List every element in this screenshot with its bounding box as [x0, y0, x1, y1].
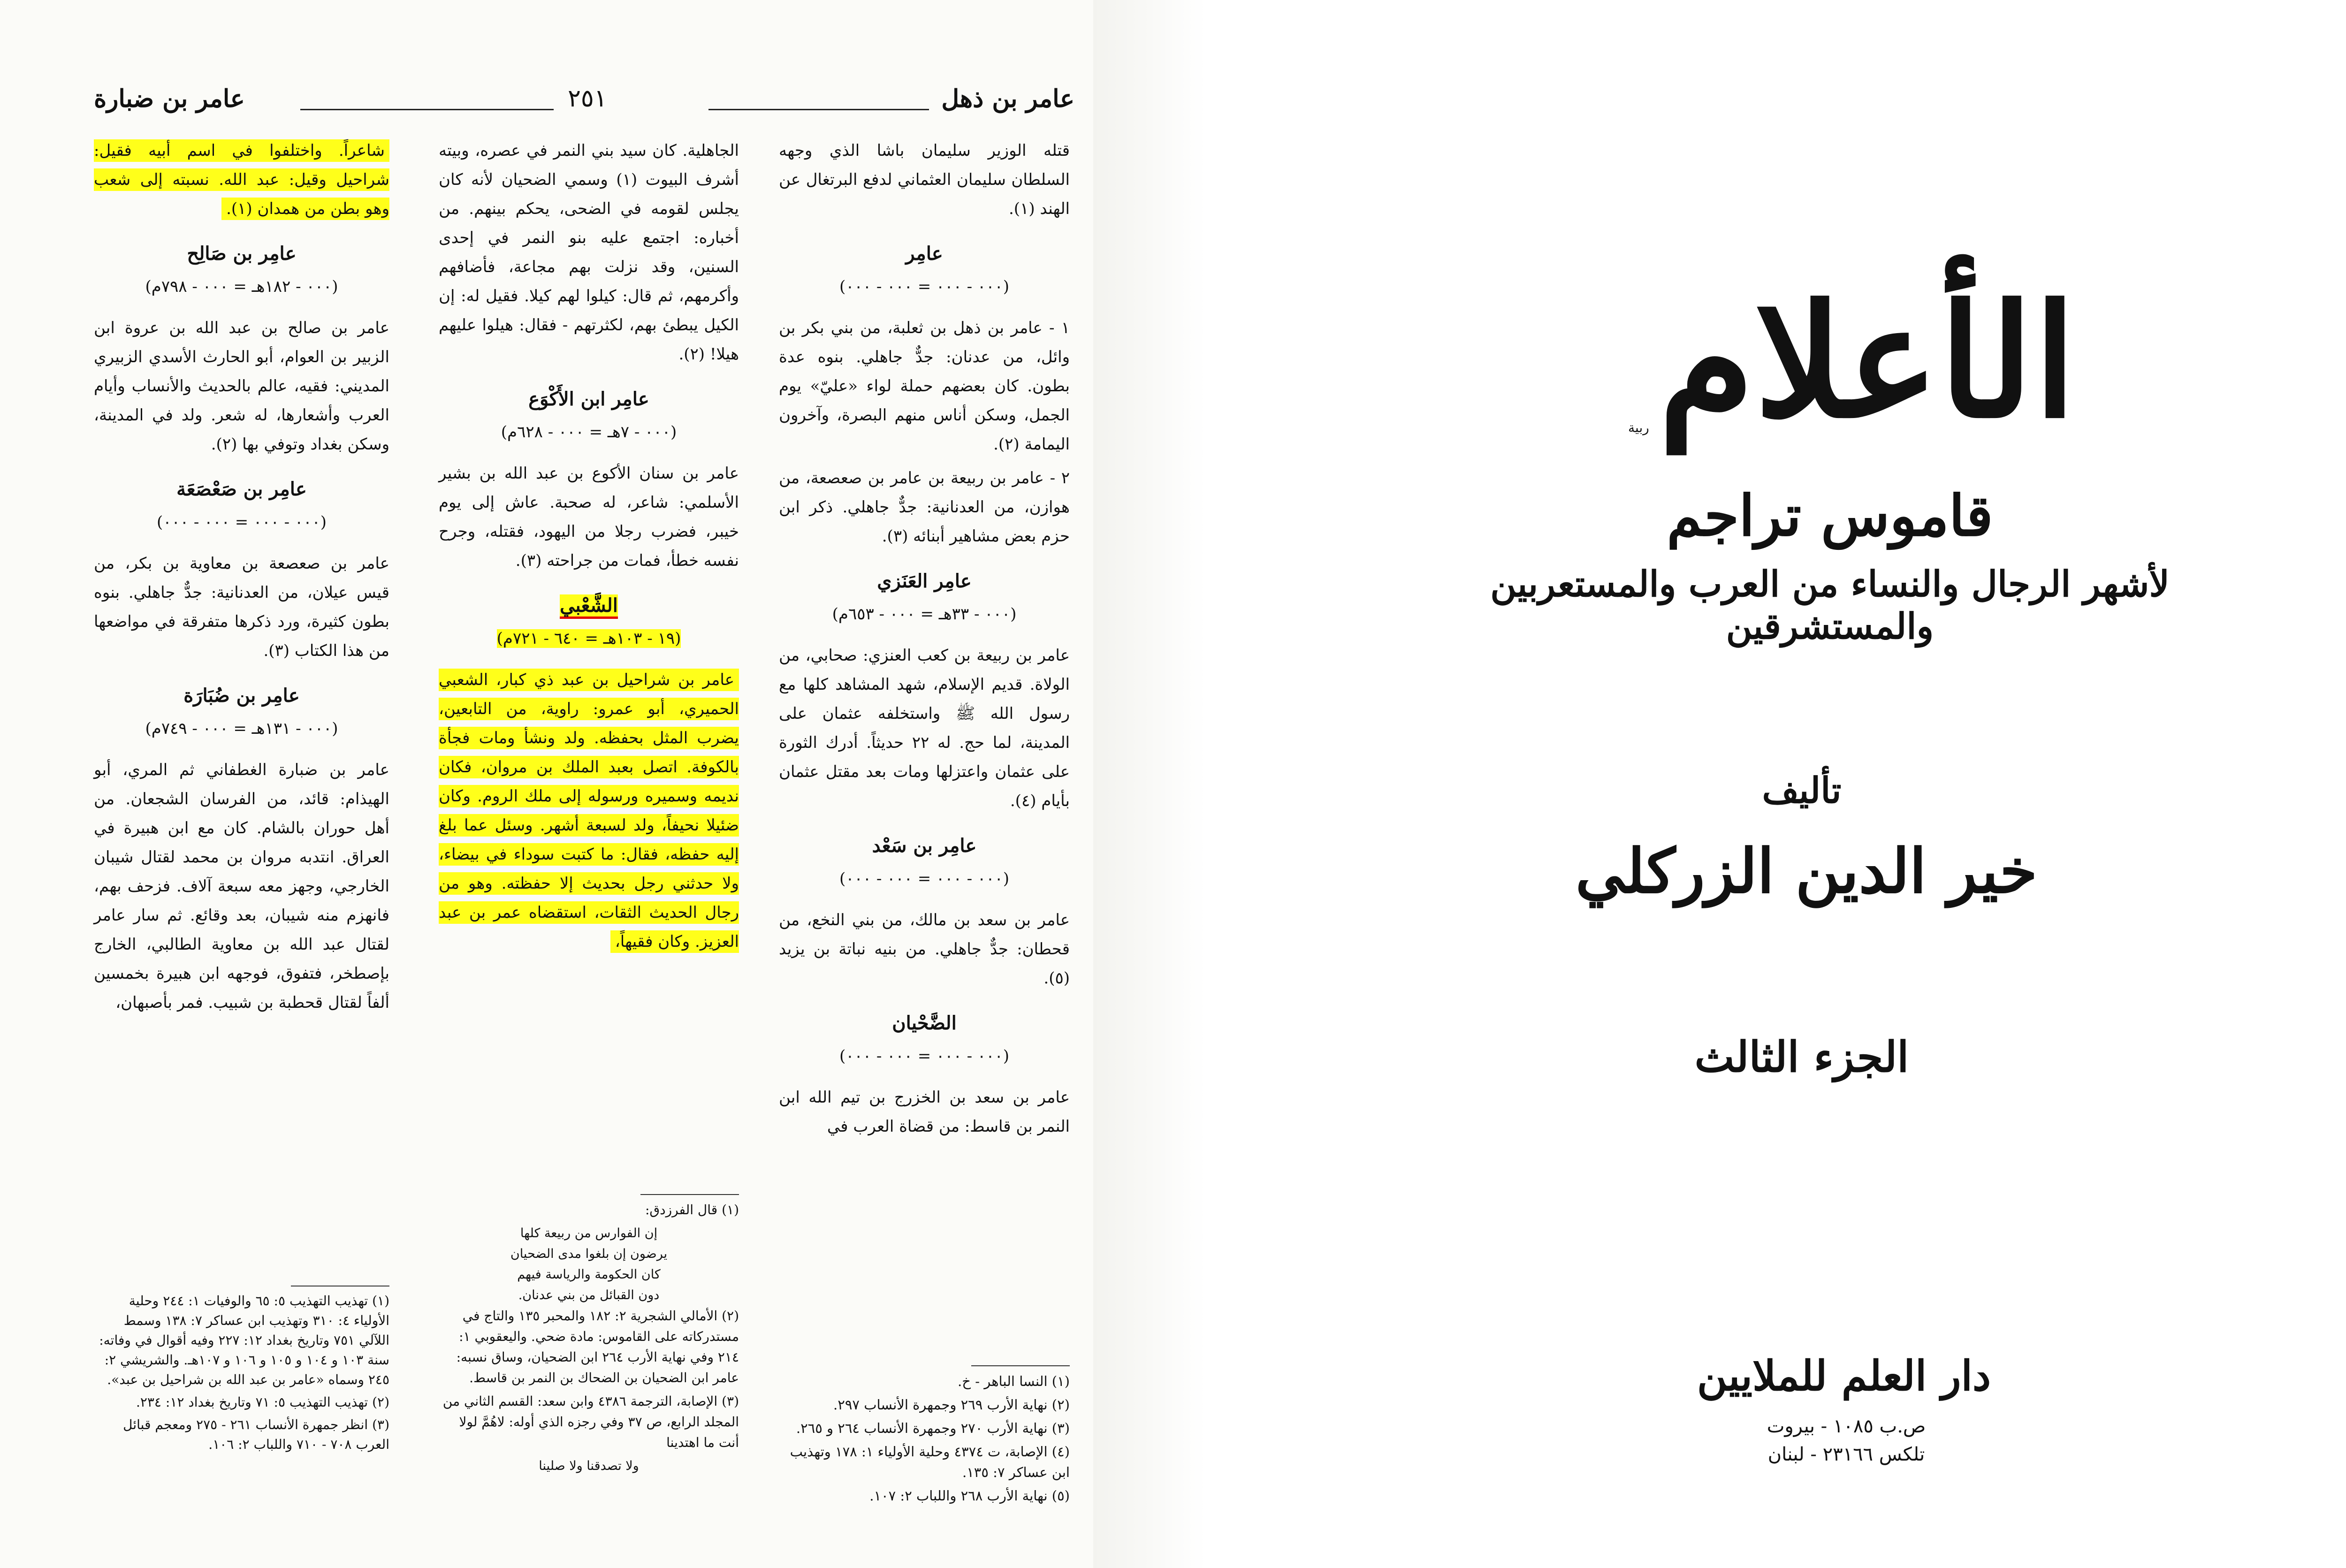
- highlighted-name: الشَّعْبي: [560, 594, 618, 619]
- entry-text: عامر بن سعد بن مالك، من بني النخع، من قحطان: جدٌّ جاهلي. من بنيه نباتة بن يزيد (٥).: [779, 911, 1070, 988]
- entry-title: عامِر: [906, 243, 943, 265]
- column-left: [94, 136, 389, 1022]
- publisher-address: [1699, 1412, 1994, 1469]
- footnotes-left: [94, 1276, 389, 1457]
- footnote: (١) قال الفرزدق:: [645, 1202, 739, 1218]
- highlighted-text: شاعراً. واختلفوا في اسم أبيه فقيل: شراحيل وقيل: عبد الله. نسبته إلى شعب وهو بطن من همدان (١).: [94, 139, 389, 220]
- header-rule-right: [708, 109, 929, 110]
- poem-line: ولا تصدقنا ولا صلينا: [539, 1459, 639, 1473]
- entry-dates: (٠٠٠ - ١٣١هـ = ٠٠٠ - ٧٤٩م): [145, 719, 338, 738]
- footnote: (٣) انظر جمهرة الأنساب ٢٦١ - ٢٧٥ ومعجم قبائل العرب ٧٠٨ - ٧١٠ واللباب ٢: ١٠٦.: [123, 1417, 389, 1452]
- entry-text: عامر بن سعد بن الخزرج بن تيم الله ابن النمر بن قاسط: من قضاة العرب في: [779, 1088, 1070, 1136]
- entry-text: عامر بن سنان الأكوع بن عبد الله بن بشير الأسلمي: شاعر، له صحبة. عاش إلى يوم خيبر، فضرب رجلا من اليهود، فقتله، وجرح نفسه خطأ، فمات من جراحته (٣).: [439, 464, 739, 570]
- entry-text: عامر بن ضبارة الغطفاني ثم المري، أبو الهيذام: قائد، من الفرسان الشجعان. من أهل حوران بالشام. كان مع ابن هبيرة في العراق. انتدبه مروان بن محمد لقتال شيبان الخارجي، وجهز معه سبعة آلاف. فزحف بهم، فانهزم منه شيبان، بعد وقائع. ثم سار عامر لقتال عبد الله بن معاوية الطالبي، الخارج بإصطخر، فتفوق، فوجهه ابن هبيرة بخمسين ألفاً لقتال قحطبة بن شبيب. فمر بأصبهان،: [94, 761, 389, 1012]
- entry-title: عامِر بن ضُبَارَة: [183, 685, 300, 707]
- entry-text: ١ - عامر بن ذهل بن ثعلبة، من بني بكر بن وائل، من عدنان: جدٌّ جاهلي. بنوه عدة بطون. كان بعضهم حملة لواء «عليّ» يوم الجمل، وسكن أناس منهم البصرة، وآخرون اليمامة (٢).: [779, 319, 1070, 454]
- highlighted-dates: (١٩ - ١٠٣هـ = ٦٤٠ - ٧٢١م): [496, 629, 681, 648]
- entry-title: عامِر بن صَالِح: [187, 243, 297, 265]
- footnote: (٥) نهاية الأرب ٢٦٨ واللباب ٢: ١٠٧.: [869, 1488, 1070, 1504]
- entry-title-highlighted: [439, 591, 739, 620]
- footnote: (٣) نهاية الأرب ٢٧٠ وجمهرة الأنساب ٢٦٤ و ٢٦٥.: [796, 1420, 1070, 1436]
- column-right: [779, 136, 1070, 1146]
- book-spine-gutter: [1093, 0, 1206, 1568]
- entry-title: الضَّحْيان: [892, 1012, 957, 1034]
- footnote-rule: [640, 1194, 739, 1195]
- entry-text: عامر بن صعصعة بن معاوية بن بكر، من قيس عيلان، من العدنانية: جدٌّ جاهلي. بنوه بطون كثيرة، ورد ذكرها متفرقة في مواضعها من هذا الكتاب (٣).: [94, 554, 389, 660]
- address-line: ص.ب ١٠٨٥ - بيروت: [1767, 1416, 1926, 1437]
- address-line: تلكس ٢٣١٦٦ - لبنان: [1767, 1444, 1925, 1465]
- entry-dates: (٠٠٠ - ٠٠٠ = ٠٠٠ - ٠٠٠): [156, 513, 327, 532]
- entry-dates: (٠٠٠ - ٠٠٠ = ٠٠٠ - ٠٠٠): [839, 869, 1010, 888]
- entry-dates: (٠٠٠ - ٣٣هـ = ٠٠٠ - ٦٥٣م): [832, 605, 1017, 624]
- book-subtitle: قاموس تراجم: [1667, 483, 1993, 549]
- column-middle: [439, 136, 739, 961]
- page-number: ٢٥١: [568, 84, 607, 113]
- intro-paragraph-highlighted: [94, 136, 389, 223]
- entry-text: ٢ - عامر بن ربيعة بن عامر بن صعصعة، من هوازن، من العدنانية: جدٌّ جاهلي. ذكر ابن حزم بعض مشاهير أبنائه (٣).: [779, 469, 1070, 546]
- footnotes-right: [779, 1356, 1070, 1509]
- poem-line: كان الحكومة والرياسة فيهم: [517, 1267, 661, 1282]
- footnote: (١) النسا الباهر - خ.: [958, 1373, 1070, 1389]
- header-rule-left: [300, 109, 554, 110]
- entry-text: عامر بن ربيعة بن كعب العنزي: صحابي، من الولاة. قديم الإسلام، شهد المشاهد كلها مع رسول الله ﷺ واستخلفه عثمان على المدينة، لما حج. له ٢٢ حديثاً. أدرك الثورة على عثمان واعتزلها ومات بعد مقتل عثمان بأيام (٤).: [779, 646, 1070, 810]
- footnote: (٢) نهاية الأرب ٢٦٩ وجمهرة الأنساب ٢٩٧.: [833, 1397, 1070, 1413]
- footnote: (٣) الإصابة، الترجمة ٤٣٨٦ وابن سعد: القسم الثاني من المجلد الرابع، ص ٣٧ وفي رجزه الذي أوله: لاهُمَّ لولا أنت ما اهتدينا: [442, 1393, 739, 1450]
- entry-dates: (٠٠٠ - ٠٠٠ = ٠٠٠ - ٠٠٠): [839, 1047, 1010, 1066]
- entry-text-highlighted: [439, 665, 739, 956]
- entry-title: عامِر ابن الأَكْوَع: [528, 388, 649, 410]
- running-header: [94, 80, 1074, 131]
- book-title: الأعلام: [1658, 270, 2077, 452]
- volume-label: الجزء الثالث: [1694, 1032, 1909, 1082]
- poem-line: إن الفوارس من ربيعة كلها: [520, 1226, 658, 1241]
- intro-paragraph: الجاهلية. كان سيد بني النمر في عصره، وبيته أشرف البيوت (١) وسمي الضحيان لأنه كان يجلس لقومه في الضحى، يحكم بينهم. من أخباره: اجتمع عليه بنو النمر في إحدى السنين، وقد نزلت بهم مجاعة، فأضافهم وأكرمهم، ثم قال: كيلوا لهم كيلا. فقيل له: إن الكيل يبطئ بهم، لكثرتهم - فقال: هيلوا عليهم هيلا! (٢).: [439, 141, 739, 364]
- footnote: (٢) الأمالي الشجرية ٢: ١٨٢ والمحبر ١٣٥ والتاج في مستدركاته على القاموس: مادة ضحي. واليعقوبي ١: ٢١٤ وفي نهاية الأرب ٢٦٤ ابن الضحيان، وساق نسبه: عامر ابن الضحيان بن الضحاك بن النمر بن قاسط.: [456, 1308, 739, 1385]
- poem-line: دون القبائل من بني عدنان.: [518, 1288, 660, 1302]
- entry-text: عامر بن صالح بن عبد الله بن عروة ابن الزبير بن العوام، أبو الحارث الأسدي الزبيري المديني: فقيه، عالم بالحديث والأنساب وأيام العرب وأشعارها، له شعر. ولد في المدينة، وسكن بغداد وتوفي بها (٢).: [94, 319, 389, 454]
- book-subtitle-detail: لأشهر الرجال والنساء من العرب والمستعربين والمستشرقين: [1490, 563, 2170, 647]
- footnotes-middle: [439, 1185, 739, 1477]
- entry-title: عامِر بن صَعْصَعَة: [176, 478, 307, 500]
- entry-dates: (٠٠٠ - ٠٠٠ = ٠٠٠ - ٠٠٠): [839, 277, 1010, 296]
- highlighted-text: عامر بن شراحيل بن عبد ذي كبار، الشعبي الحميري، أبو عمرو: راوية، من التابعين، يضرب المثل بحفظه. ولد ونشأ ومات فجأة بالكوفة. اتصل بعبد الملك بن مروان، فكان نديمه وسميره ورسوله إلى ملك الروم. وكان ضئيلا نحيفاً، ولد لسبعة أشهر. وسئل عما بلغ إليه حفظه، فقال: ما كتبت سوداء في بيضاء، ولا حدثني رجل بحديث إلا حفظته. وهو من رجال الحديث الثقات، استقضاه عمر بن عبد العزيز. وكان فقيهاً،: [439, 669, 739, 953]
- entry-dates: (٠٠٠ - ١٨٢هـ = ٠٠٠ - ٧٩٨م): [145, 277, 338, 296]
- entry-title: عامِر بن سَعْد: [872, 835, 977, 857]
- author-name: خير الدين الزركلي: [1575, 835, 2038, 907]
- footnote: (٤) الإصابة، ت ٤٣٧٤ وحلية الأولياء ١: ١٧٨ وتهذيب ابن عساكر ٧: ١٣٥.: [790, 1444, 1070, 1480]
- intro-paragraph: قتله الوزير سليمان باشا الذي وجهه السلطان سليمان العثماني لدفع البرتغال عن الهند (١).: [779, 141, 1070, 218]
- footnote-rule: [971, 1365, 1070, 1366]
- entry-dates-highlighted: [439, 624, 739, 653]
- title-small-mark: ربية: [1628, 420, 1649, 435]
- authored-by-label: تأليف: [1762, 769, 1842, 811]
- entry-dates: (٠٠٠ - ٧هـ = ٠٠٠ - ٦٢٨م): [501, 423, 677, 441]
- entry-title: عامِر العَنَزي: [877, 570, 972, 592]
- left-page: [0, 0, 1093, 1568]
- footnote: (٢) تهذيب التهذيب ٥: ٧١ وتاريخ بغداد ١٢: ٢٣٤.: [136, 1394, 389, 1410]
- header-right-name: عامر بن ذهل: [941, 84, 1074, 113]
- poem-line: يرضون إن بلغوا مدى الضحيان: [510, 1247, 668, 1261]
- header-left-name: عامر بن ضبارة: [94, 84, 245, 113]
- footnote: (١) تهذيب التهذيب ٥: ٦٥ والوفيات ١: ٢٤٤ وحلية الأولياء ٤: ٣١٠ وتهذيب ابن عساكر ٧: ١٣٨ وسمط اللآلي ٧٥١ وتاريخ بغداد ١٢: ٢٢٧ وفيه أقوال في وفاته: سنة ١٠٣ و ١٠٤ و ١٠٥ و ١٠٦ و ١٠٧هـ. والشريشي ٢: ٢٤٥ وسماه «عامر بن عبد الله بن شراحيل بن عبد».: [99, 1293, 389, 1387]
- publisher-name: دار العلم للملايين: [1697, 1351, 1991, 1400]
